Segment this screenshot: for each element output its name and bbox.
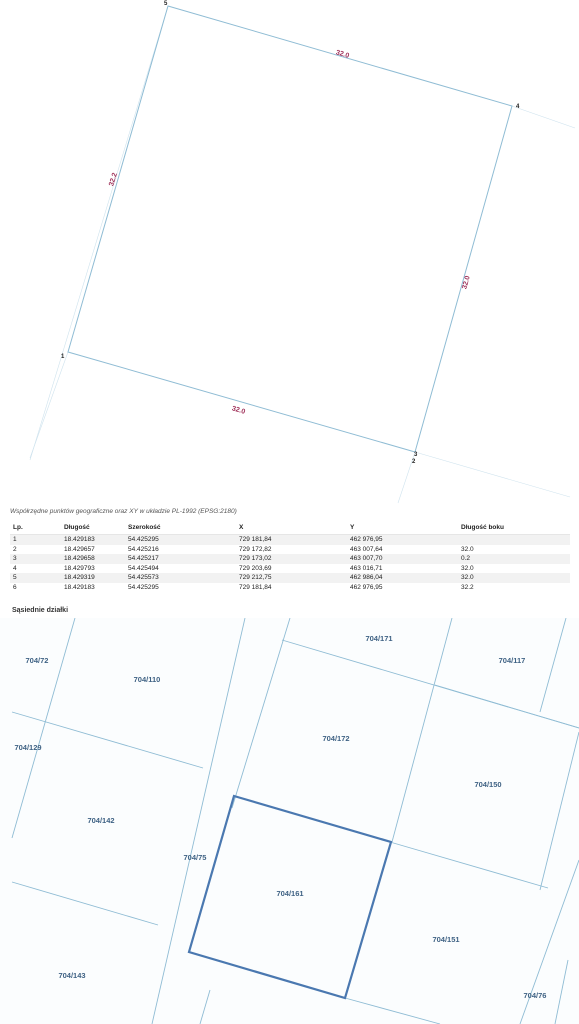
plot-extension-lines: [30, 6, 575, 503]
table-row: [10, 535, 570, 545]
parcel-label-704-129[interactable]: 704/129: [14, 743, 42, 752]
cell: 463 007,64: [350, 545, 383, 553]
parcel-label-704-161[interactable]: 704/161: [276, 889, 304, 898]
parcel-label-704-110[interactable]: 704/110: [133, 675, 161, 684]
point-label-1: 1: [61, 354, 65, 360]
parcel-label-704-143[interactable]: 704/143: [58, 971, 86, 980]
cell: 463 007,70: [347, 554, 458, 564]
cell: 729 212,75: [236, 573, 347, 583]
table-row: [10, 564, 570, 574]
cell: 32.2: [461, 583, 474, 591]
side-length-bottom: 32.0: [230, 405, 246, 416]
point-label-2: 2: [412, 459, 416, 465]
cell: 729 172,82: [239, 545, 272, 553]
cell: 54.425573: [125, 573, 236, 583]
cell: 729 181,84: [239, 583, 272, 591]
cell: 2: [13, 545, 17, 553]
table-row: [10, 554, 570, 564]
table-header-row: [10, 520, 570, 535]
cell: 6: [13, 583, 17, 591]
cell: 32.0: [461, 545, 474, 553]
cell: 54.425494: [128, 564, 159, 572]
parcel-label-704-172[interactable]: 704/172: [322, 734, 350, 743]
cell: 1: [10, 535, 61, 545]
point-label-4: 4: [516, 104, 520, 110]
parcel-label-704-76[interactable]: 704/76: [523, 991, 547, 1000]
side-length-right: 32.0: [461, 275, 472, 291]
cell: 32.0: [458, 573, 570, 583]
cell: 54.425216: [128, 545, 159, 553]
cell: 463 016,71: [350, 564, 383, 572]
neighbors-map[interactable]: [0, 618, 579, 1024]
parcel-label-704-75[interactable]: 704/75: [183, 853, 207, 862]
cell: 729 203,69: [239, 564, 272, 572]
cell: 54.425217: [125, 554, 236, 564]
parcel-label-704-117[interactable]: 704/117: [498, 656, 526, 665]
parcel-label-704-150[interactable]: 704/150: [474, 780, 502, 789]
cell: 462 986,04: [347, 573, 458, 583]
table-row: [10, 573, 570, 583]
cell: 3: [10, 554, 61, 564]
cell: 0.2: [458, 554, 570, 564]
col-y: Y: [347, 520, 458, 535]
col-szerokosc: Szerokość: [125, 520, 236, 535]
cell: 462 976,95: [350, 583, 383, 591]
cell: [458, 535, 570, 545]
col-dlugosc-boku: Długość boku: [458, 520, 570, 535]
cell: 18.429319: [61, 573, 125, 583]
col-x: X: [236, 520, 347, 535]
cell: 54.425295: [128, 583, 159, 591]
neighbors-title: Sąsiednie działki: [12, 607, 69, 614]
col-lp: Lp.: [10, 520, 61, 535]
cell: 18.429183: [64, 583, 95, 591]
cell: 4: [13, 564, 17, 572]
point-label-5: 5: [164, 1, 168, 7]
side-length-top: 32.0: [334, 49, 350, 60]
cell: 18.429658: [61, 554, 125, 564]
parcel-label-704-171[interactable]: 704/171: [365, 634, 393, 643]
parcel-label-704-72[interactable]: 704/72: [25, 656, 49, 665]
cell: 54.425295: [125, 535, 236, 545]
plot-boundary: [68, 6, 512, 452]
coordinates-table: [10, 520, 570, 592]
cell: 18.429183: [61, 535, 125, 545]
point-label-3: 3: [414, 452, 418, 458]
coords-caption: Współrzędne punktów geograficzne oraz XY w układzie PL-1992 (EPSG:2180): [10, 508, 237, 515]
cell: 5: [10, 573, 61, 583]
cell: 462 976,95: [347, 535, 458, 545]
cell: 18.429657: [64, 545, 95, 553]
plot-outline-view: [0, 0, 579, 505]
side-length-left: 32.2: [108, 172, 119, 188]
cell: 729 181,84: [236, 535, 347, 545]
col-dlugosc: Długość: [61, 520, 125, 535]
table-row: [10, 583, 570, 593]
parcel-label-704-151[interactable]: 704/151: [432, 935, 460, 944]
table-row: [10, 545, 570, 555]
cell: 32.0: [461, 564, 474, 572]
cell: 729 173,02: [236, 554, 347, 564]
parcel-label-704-142[interactable]: 704/142: [87, 816, 115, 825]
cell: 18.429793: [64, 564, 95, 572]
